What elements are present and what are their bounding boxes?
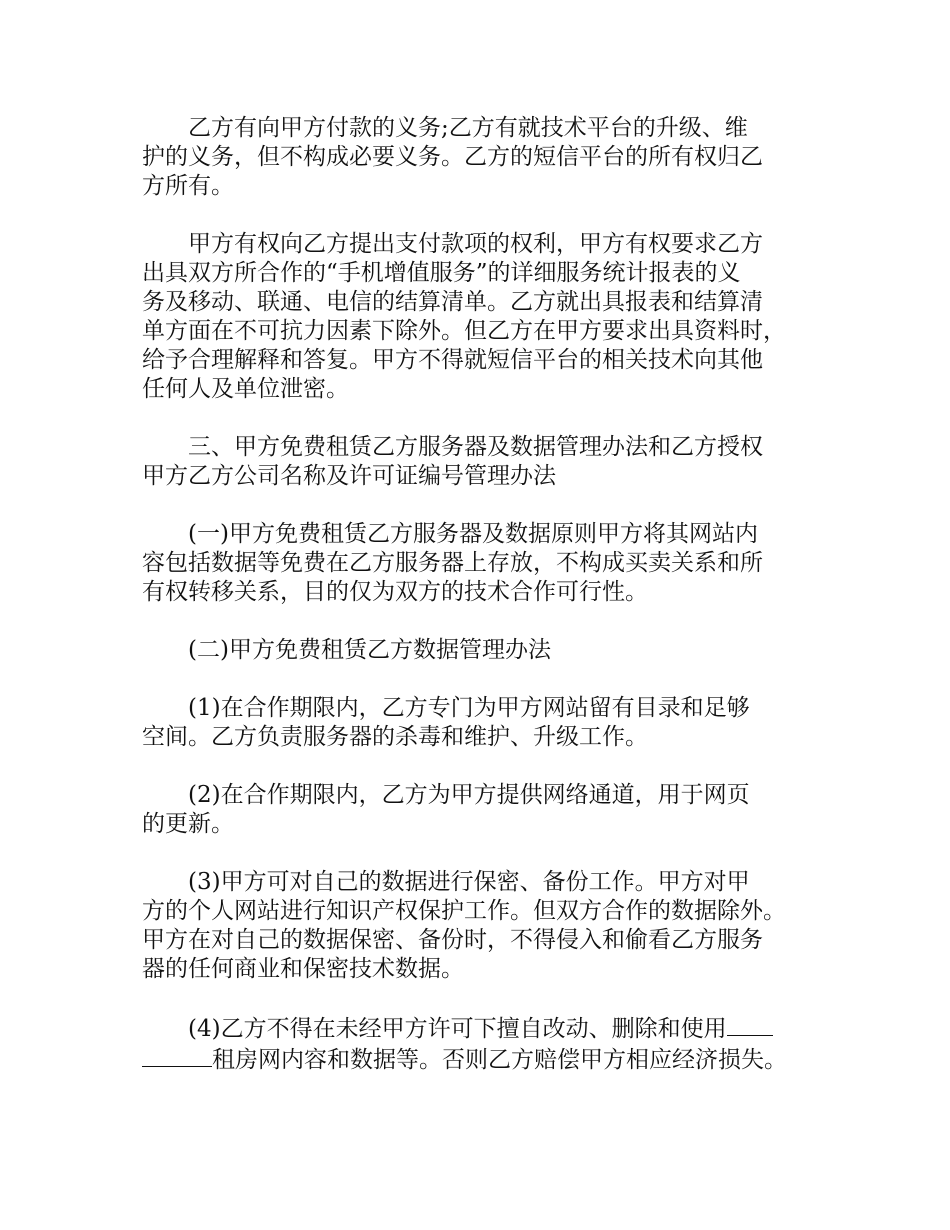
text-line: 有权转移关系，目的仅为双方的技术合作可行性。 (142, 579, 648, 605)
paragraph-item-3 (142, 868, 832, 984)
text-line: 务及移动、联通、电信的结算清单。乙方就出具报表和结算清 (142, 289, 763, 315)
text-line: (二)甲方免费租赁乙方数据管理办法 (188, 637, 551, 663)
text-segment: (4)乙方不得在未经甲方许可下擅自改动、删除和使用 (188, 1016, 727, 1042)
text-line: 甲方乙方公司名称及许可证编号管理办法 (142, 463, 556, 489)
fill-in-blank (142, 1044, 212, 1067)
paragraph-item-1 (142, 694, 832, 752)
text-segment: 租房网内容和数据等。否则乙方赔偿甲方相应经济损失。 (212, 1047, 787, 1073)
paragraph-item-4 (142, 1013, 832, 1075)
text-line: 出具双方所合作的“手机增值服务”的详细服务统计报表的义 (142, 260, 741, 286)
text-line: 任何人及单位泄密。 (142, 376, 349, 402)
text-line-with-blank (142, 1013, 832, 1044)
text-line: 容包括数据等免费在乙方服务器上存放，不构成买卖关系和所 (142, 550, 763, 576)
section-heading-three (142, 433, 832, 491)
paragraph-clause-two (142, 636, 832, 665)
text-line: 单方面在不可抗力因素下除外。但乙方在甲方要求出具资料时， (142, 318, 786, 344)
text-line: 空间。乙方负责服务器的杀毒和维护、升级工作。 (142, 724, 648, 750)
text-line-with-blank (142, 1044, 832, 1075)
text-line: 方的个人网站进行知识产权保护工作。但双方合作的数据除外。 (142, 898, 786, 924)
text-line: (1)在合作期限内，乙方专门为甲方网站留有目录和足够 (188, 695, 750, 721)
text-line: 的更新。 (142, 811, 234, 837)
paragraph-rights-party-a (142, 230, 832, 404)
document-page (142, 114, 832, 1104)
text-line: 三、甲方免费租赁乙方服务器及数据管理办法和乙方授权 (188, 434, 763, 460)
text-line: 护的义务，但不构成必要义务。乙方的短信平台的所有权归乙 (142, 144, 763, 170)
paragraph-item-2 (142, 781, 832, 839)
text-line: (一)甲方免费租赁乙方服务器及数据原则甲方将其网站内 (188, 521, 758, 547)
paragraph-obligations-party-b (142, 114, 832, 201)
text-line: 给予合理解释和答复。甲方不得就短信平台的相关技术向其他 (142, 347, 763, 373)
text-line: 乙方有向甲方付款的义务;乙方有就技术平台的升级、维 (188, 115, 748, 141)
text-line: (2)在合作期限内，乙方为甲方提供网络通道，用于网页 (188, 782, 750, 808)
text-line: 方所有。 (142, 173, 234, 199)
text-line: 甲方在对自己的数据保密、备份时，不得侵入和偷看乙方服务 (142, 927, 763, 953)
paragraph-clause-one (142, 520, 832, 607)
text-line: 甲方有权向乙方提出支付款项的权利，甲方有权要求乙方 (188, 231, 763, 257)
text-line: (3)甲方可对自己的数据进行保密、备份工作。甲方对甲 (188, 869, 750, 895)
fill-in-blank (727, 1013, 773, 1036)
text-line: 器的任何商业和保密技术数据。 (142, 956, 464, 982)
